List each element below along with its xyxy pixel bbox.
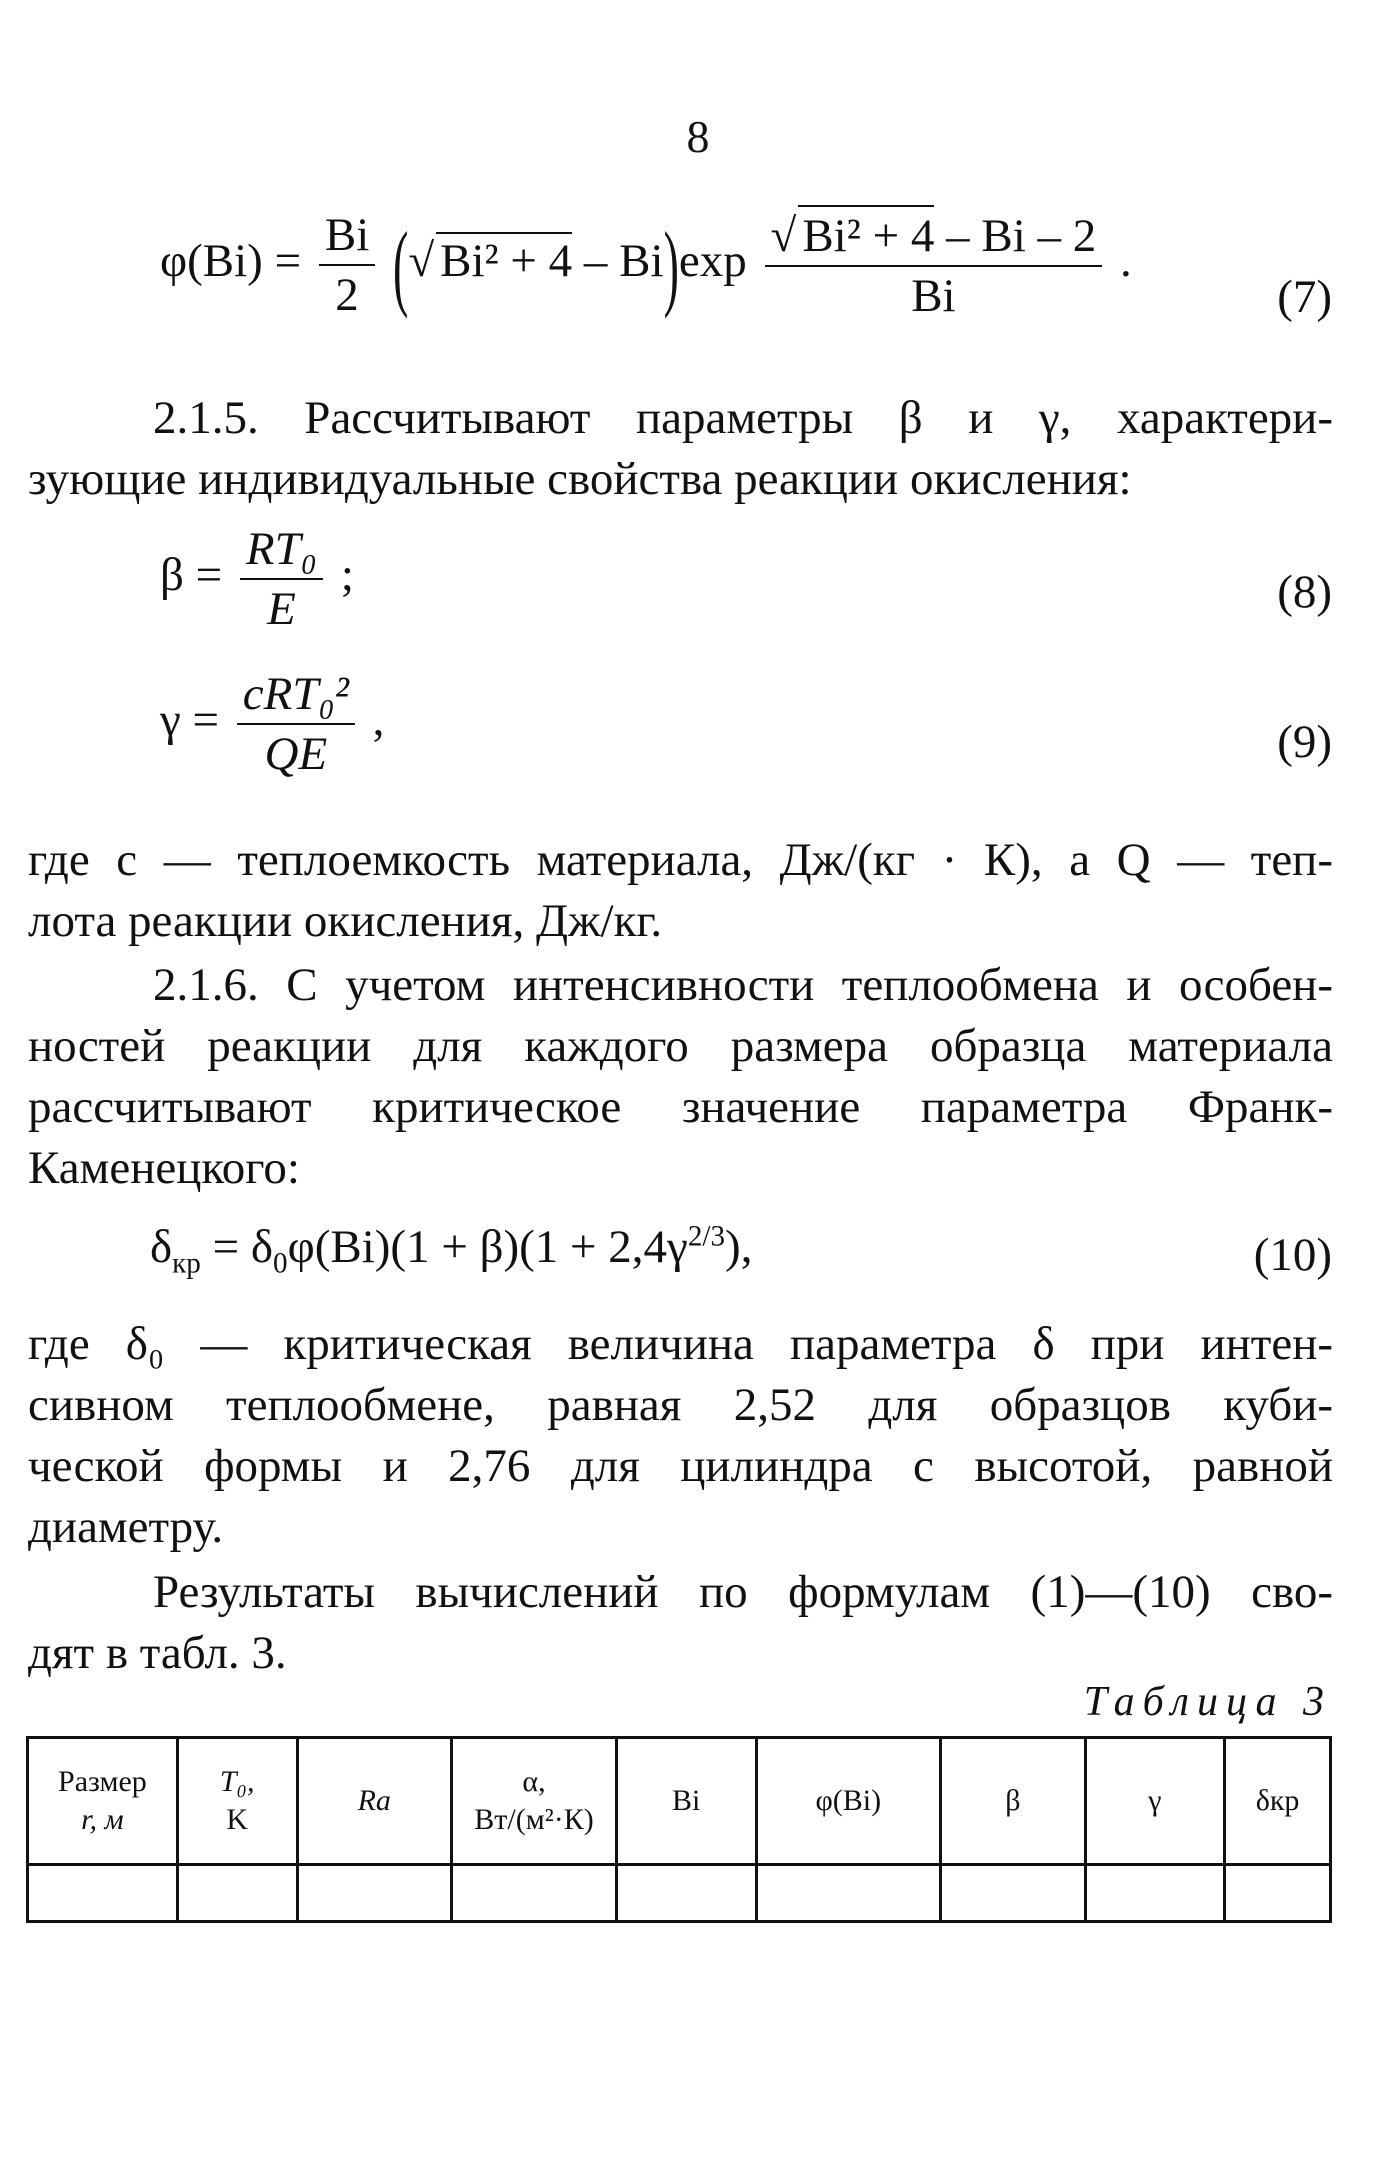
eq10-rhs-a: = δ	[200, 1221, 274, 1273]
table-cell	[177, 1865, 297, 1922]
eq9-number: (9)	[1277, 716, 1332, 768]
eq7-right-paren: )	[663, 211, 679, 319]
header-bi	[616, 1738, 756, 1865]
header-alpha	[452, 1738, 617, 1865]
header-ra	[297, 1738, 452, 1865]
para-216-line-2: ностей реакции для каждого размера образца материала	[28, 1020, 1333, 1072]
header-size-line2: r, м	[81, 1803, 124, 1836]
eq9-denominator: QE	[264, 728, 328, 780]
eq9-fraction	[237, 665, 355, 783]
eq7-exp: exp	[678, 234, 747, 287]
para-215-line-1: 2.1.5. Рассчитывают параметры β и γ, характери-	[153, 392, 1333, 444]
eq7-left-paren: (	[393, 211, 409, 319]
eq7-frac1-numerator: Bi	[319, 206, 375, 266]
eq7-minus-bi: – Bi	[583, 234, 664, 287]
table-cell	[452, 1865, 617, 1922]
paragraph-where-delta0	[28, 1314, 1333, 1558]
paragraph-results	[28, 1562, 1333, 1684]
eq8-numerator: RT₀	[240, 520, 323, 580]
header-size	[28, 1738, 178, 1865]
eq9-lhs: γ =	[160, 693, 220, 746]
eq7-frac2-sqrt: Bi² + 4	[798, 205, 934, 265]
paragraph-where-c	[28, 830, 1333, 952]
eq10-rhs-a-sub: 0	[273, 1247, 288, 1280]
eq9-end: ,	[372, 693, 385, 746]
equation-10	[150, 1220, 753, 1280]
para-where2-line-3: ческой формы и 2,76 для цилиндра с высотой, равной	[28, 1440, 1333, 1492]
eq9-numerator: cRT₀²	[237, 665, 355, 725]
eq7-frac2-rest: – Bi – 2	[946, 210, 1097, 262]
eq7-fraction-2	[765, 205, 1103, 325]
header-delta-kr	[1225, 1738, 1331, 1865]
table-3	[26, 1736, 1332, 1923]
para-216-line-4: Каменецкого:	[28, 1142, 300, 1194]
table-header-row	[28, 1738, 1331, 1865]
para-where1-line-2: лота реакции окисления, Дж/кг.	[28, 895, 663, 947]
equation-8	[160, 520, 354, 638]
header-delta-line1: δкр	[1255, 1784, 1300, 1817]
table-cell	[28, 1865, 178, 1922]
header-beta-line1: β	[1005, 1784, 1021, 1817]
table-cell	[941, 1865, 1086, 1922]
table-cell	[1085, 1865, 1225, 1922]
header-t0-line2: K	[226, 1803, 248, 1836]
equation-7: φ(Bi) = $\frac{Bi}{2}$ (√ Bi² + 4 – Bi)exp $\frac{\text{√ Bi² + 4 – Bi – 2}}{Bi}$ .	[160, 205, 1132, 325]
eq10-rhs-b: φ(Bi)(1 + β)(1 + 2,4γ	[287, 1221, 688, 1273]
header-ra-line1: Ra	[357, 1784, 391, 1817]
para-216-line-1: 2.1.6. С учетом интенсивности теплообмена и особен-	[153, 959, 1333, 1011]
eq10-delta: δ	[150, 1221, 173, 1273]
header-t0-line1: T₀,	[219, 1765, 255, 1798]
eq10-delta-sub: кр	[172, 1247, 201, 1280]
equation-9	[160, 665, 384, 783]
para-results-line-1: Результаты вычислений по формулам (1)—(10) сво-	[153, 1566, 1333, 1618]
header-gamma	[1085, 1738, 1225, 1865]
table-cell	[297, 1865, 452, 1922]
header-t0	[177, 1738, 297, 1865]
table-cell	[756, 1865, 941, 1922]
header-size-line1: Размер	[58, 1765, 147, 1798]
header-phi-bi	[756, 1738, 941, 1865]
table-cell	[1225, 1865, 1331, 1922]
table-cell	[616, 1865, 756, 1922]
eq7-end: .	[1120, 234, 1132, 287]
paragraph-2-1-5	[28, 388, 1333, 510]
table-row	[28, 1865, 1331, 1922]
eq10-number: (10)	[1253, 1229, 1332, 1281]
eq8-denominator: E	[267, 583, 296, 635]
header-bi-line1: Bi	[672, 1784, 701, 1817]
para-215-line-2: зующие индивидуальные свойства реакции окисления:	[28, 453, 1132, 505]
eq7-number: (7)	[1277, 271, 1332, 323]
para-216-line-3: рассчитывают критическое значение параметра Франк-	[28, 1081, 1333, 1133]
paragraph-2-1-6	[28, 955, 1333, 1199]
para-where1-line-1: где c — теплоемкость материала, Дж/(кг · К), а Q — теп-	[28, 834, 1333, 886]
page-number: 8	[686, 111, 710, 162]
header-alpha-line1: α,	[522, 1765, 546, 1798]
eq8-number: (8)	[1277, 566, 1332, 618]
para-where2-line-4: диаметру.	[28, 1501, 224, 1553]
eq7-fraction-1	[319, 206, 375, 324]
eq8-lhs: β =	[160, 548, 223, 601]
header-beta	[941, 1738, 1086, 1865]
table-caption: Таблица 3	[1083, 1679, 1332, 1725]
eq7-frac1-denominator: 2	[335, 269, 359, 321]
eq7-sqrt: Bi² + 4	[436, 232, 572, 288]
eq7-lhs: φ(Bi) =	[160, 234, 302, 287]
eq8-fraction	[240, 520, 323, 638]
para-where2-line-2: сивном теплообмене, равная 2,52 для образцов куби-	[28, 1379, 1333, 1431]
eq7-frac2-denominator: Bi	[911, 270, 956, 322]
eq10-rhs-end: ),	[725, 1221, 753, 1273]
para-results-line-2: дят в табл. 3.	[28, 1627, 287, 1679]
para-where2-line-1: где δ₀ — критическая величина параметра δ при интен-	[28, 1318, 1333, 1370]
eq7-frac2-numerator: √ Bi² + 4 – Bi – 2	[765, 205, 1103, 267]
header-phi-line1: φ(Bi)	[815, 1784, 882, 1817]
eq10-rhs-sup: 2/3	[687, 1220, 726, 1253]
header-gamma-line1: γ	[1148, 1784, 1162, 1817]
eq8-end: ;	[340, 548, 354, 601]
header-alpha-line2: Вт/(м²·К)	[474, 1803, 594, 1836]
